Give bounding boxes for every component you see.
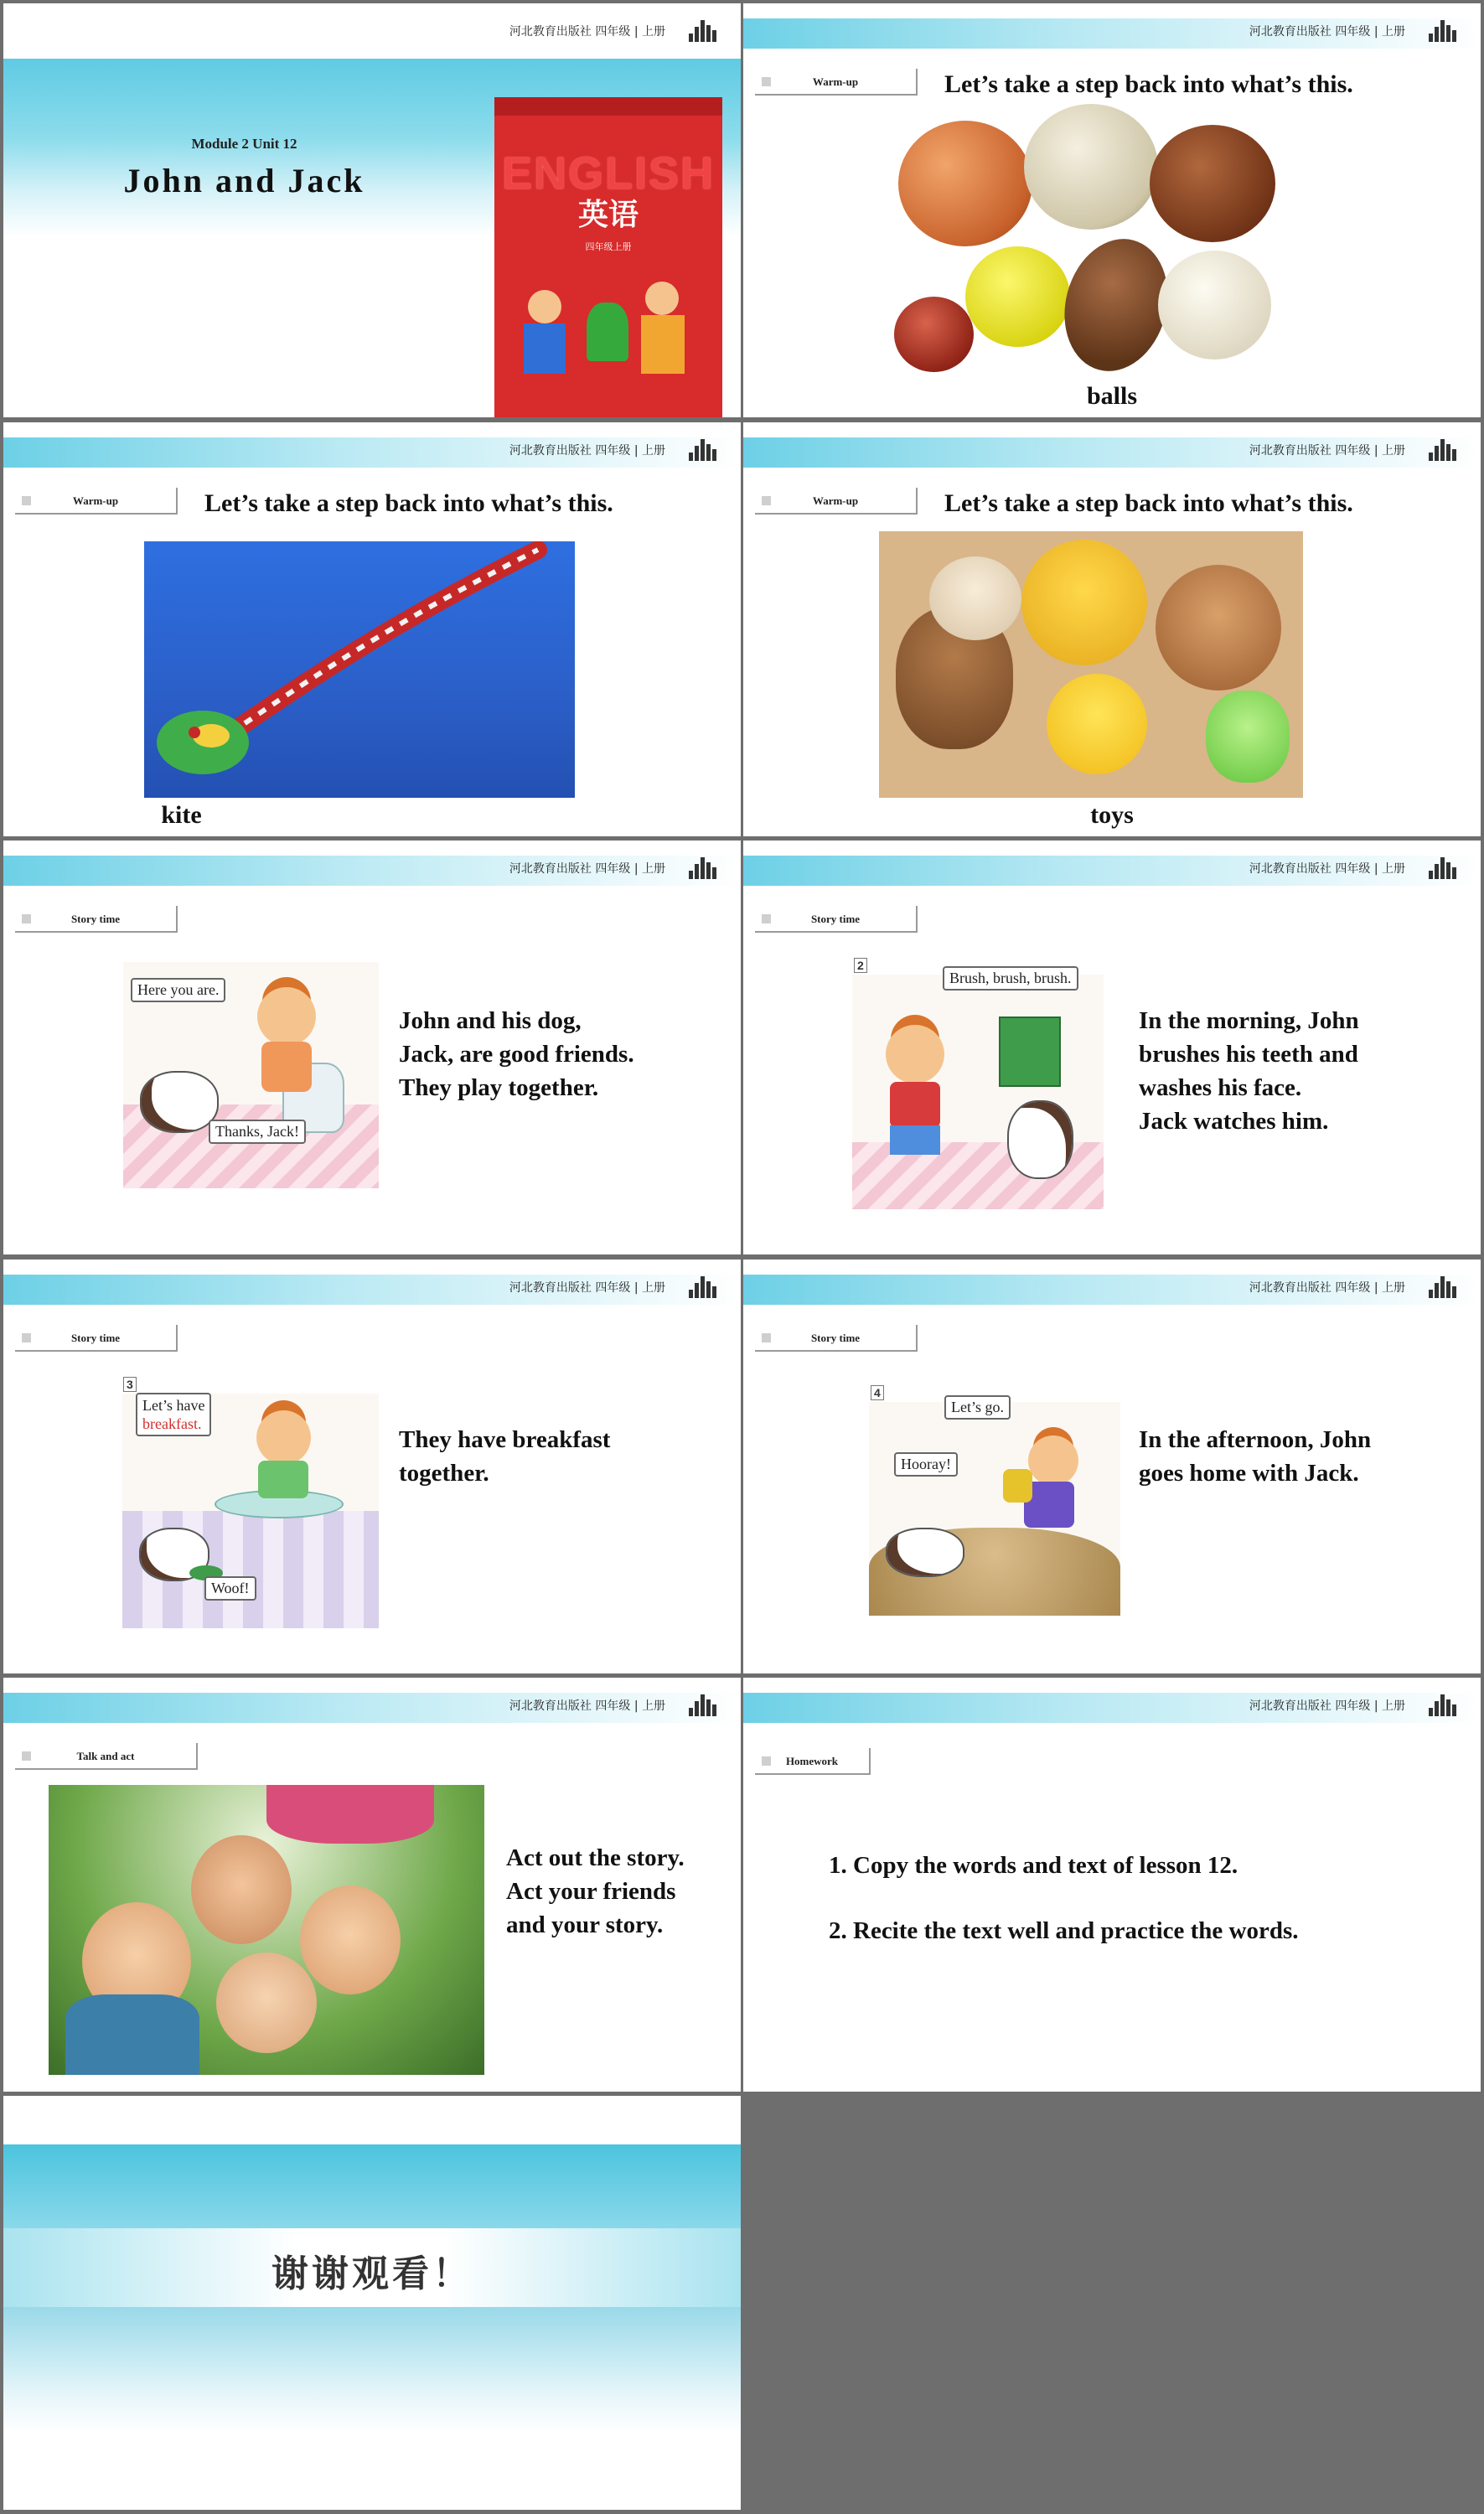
- section-tag: Homework: [755, 1748, 871, 1775]
- boy-john-icon: [1028, 1435, 1078, 1486]
- speech-bubble: Brush, brush, brush.: [943, 966, 1078, 991]
- thanks-text: 谢谢观看！: [271, 2253, 473, 2295]
- publisher-label: 河北教育出版社 四年级 | 上册: [1249, 1281, 1405, 1295]
- slide-thanks[interactable]: [3, 2096, 741, 2510]
- textbook-cover: [494, 97, 722, 417]
- baseball-icon: [1158, 251, 1271, 360]
- speech-bubble: Hooray!: [894, 1452, 958, 1477]
- schoolbag-icon: [1003, 1469, 1032, 1503]
- slide-heading: Let’s take a step back into what’s this.: [204, 489, 613, 517]
- section-tag: Story time: [755, 906, 918, 933]
- publisher-label: 河北教育出版社 四年级 | 上册: [1249, 862, 1405, 876]
- publisher-logo-icon: [1427, 18, 1457, 42]
- dragon-kite-photo: [144, 541, 575, 798]
- cover-chinese-title: 英语: [577, 198, 639, 232]
- cover-top-strip: [494, 97, 722, 116]
- thanks-bottom-band: [3, 2307, 741, 2433]
- image-caption: kite: [161, 801, 202, 829]
- boy-john-icon: [256, 1410, 311, 1465]
- story-text: In the morning, John brushes his teeth and washes his face. Jack watches him.: [1139, 1007, 1359, 1135]
- homework-item: 2. Recite the text well and practice the words.: [829, 1917, 1299, 1944]
- section-tag: Warm-up: [755, 69, 918, 96]
- publisher-logo-icon: [687, 1693, 717, 1716]
- publisher-label: 河北教育出版社 四年级 | 上册: [509, 1281, 665, 1295]
- towel-icon: [999, 1016, 1061, 1087]
- homework-item: 1. Copy the words and text of lesson 12.: [829, 1852, 1238, 1879]
- homework-list: [829, 1852, 1299, 1945]
- publisher-logo-icon: [1427, 1693, 1457, 1716]
- publisher-label: 河北教育出版社 四年级 | 上册: [509, 862, 665, 876]
- cover-brand: ENGLISH: [501, 148, 716, 199]
- kid-face-icon: [191, 1835, 292, 1944]
- boy-john-icon: [257, 987, 316, 1046]
- dog-jack-icon: [886, 1528, 964, 1577]
- boy-shorts: [890, 1125, 940, 1155]
- publisher-logo-icon: [687, 437, 717, 461]
- tennis-ball-icon: [965, 246, 1070, 347]
- frame-number: 4: [871, 1385, 884, 1400]
- section-tag: Warm-up: [755, 488, 918, 515]
- speech-bubble: Thanks, Jack!: [209, 1120, 306, 1144]
- bunny-toy-icon: [1206, 691, 1290, 783]
- publisher-label: 河北教育出版社 四年级 | 上册: [509, 1699, 665, 1713]
- cover-grade: 四年级上册: [585, 241, 632, 252]
- speech-bubble: Here you are.: [131, 978, 225, 1002]
- kid-face-icon: [300, 1886, 401, 1994]
- frame-number: 3: [123, 1377, 137, 1392]
- story-text: In the afternoon, John goes home with Jack.: [1139, 1426, 1372, 1487]
- basketball-icon: [898, 121, 1032, 246]
- kid-face-icon: [216, 1953, 317, 2053]
- frame-number: 2: [854, 958, 867, 973]
- kids-group-photo: [49, 1785, 484, 2075]
- story-illustration-4: [869, 1402, 1120, 1616]
- slide-heading: Let’s take a step back into what’s this.: [944, 70, 1353, 98]
- dog-jack-icon: [1007, 1100, 1073, 1179]
- slide-story-2[interactable]: [743, 841, 1481, 1254]
- story-text: John and his dog, Jack, are good friends. They play together.: [399, 1007, 634, 1101]
- balls-photo: [894, 104, 1288, 372]
- slide-warmup-toys[interactable]: [743, 422, 1481, 836]
- image-caption: toys: [1090, 801, 1134, 829]
- slide-story-1[interactable]: [3, 841, 741, 1254]
- publisher-logo-icon: [687, 18, 717, 42]
- slide-warmup-balls[interactable]: [743, 3, 1481, 417]
- story-illustration-2: [852, 975, 1104, 1209]
- leather-ball-icon: [1150, 125, 1275, 242]
- duck-toy-icon: [1047, 674, 1147, 774]
- slide-homework[interactable]: [743, 1678, 1481, 2092]
- publisher-label: 河北教育出版社 四年级 | 上册: [1249, 25, 1405, 39]
- boy-body: [261, 1042, 312, 1092]
- publisher-label: 河北教育出版社 四年级 | 上册: [509, 444, 665, 458]
- boy-body: [890, 1082, 940, 1128]
- slide-heading: Let’s take a step back into what’s this.: [944, 489, 1353, 517]
- lesson-title: John and Jack: [123, 162, 365, 199]
- speech-bubble: Let’s go.: [944, 1395, 1011, 1420]
- speech-bubble: Woof!: [204, 1576, 256, 1601]
- dragon-kite-icon: [144, 541, 575, 798]
- publisher-label: 河北教育出版社 四年级 | 上册: [509, 25, 665, 39]
- slide-story-4[interactable]: [743, 1260, 1481, 1673]
- boy-body: [258, 1461, 308, 1498]
- plush-dog-icon: [929, 556, 1021, 640]
- story-text: Act out the story. Act your friends and your story.: [506, 1844, 685, 1938]
- publisher-logo-icon: [1427, 856, 1457, 879]
- story-text: They have breakfast together.: [399, 1426, 611, 1487]
- cricket-ball-icon: [894, 297, 974, 372]
- slide-story-3[interactable]: [3, 1260, 741, 1673]
- publisher-logo-icon: [1427, 1275, 1457, 1298]
- soccer-ball-icon: [1024, 104, 1158, 230]
- section-tag: Story time: [15, 906, 178, 933]
- pink-shirt: [266, 1785, 434, 1844]
- pooh-bear-icon: [1021, 540, 1147, 665]
- publisher-label: 河北教育出版社 四年级 | 上册: [1249, 1699, 1405, 1713]
- publisher-logo-icon: [687, 856, 717, 879]
- image-caption: balls: [1086, 382, 1138, 410]
- dog-jack-icon: [140, 1071, 219, 1133]
- section-tag: Story time: [15, 1325, 178, 1352]
- unit-label: Module 2 Unit 12: [191, 136, 297, 152]
- publisher-logo-icon: [1427, 437, 1457, 461]
- blue-shirt: [65, 1994, 199, 2075]
- section-tag: Story time: [755, 1325, 918, 1352]
- thanks-top-band: [3, 2144, 741, 2228]
- brown-bear-toy-icon: [1156, 565, 1281, 691]
- speech-bubble: Let’s have breakfast.: [136, 1393, 211, 1436]
- slide-talk-and-act[interactable]: [3, 1678, 741, 2092]
- slide-warmup-kite[interactable]: [3, 422, 741, 836]
- section-tag: Warm-up: [15, 488, 178, 515]
- toys-photo: [879, 531, 1303, 798]
- boy-john-icon: [886, 1025, 944, 1084]
- cover-characters-illustration: [503, 265, 714, 391]
- publisher-logo-icon: [687, 1275, 717, 1298]
- section-tag: Talk and act: [15, 1743, 198, 1770]
- publisher-label: 河北教育出版社 四年级 | 上册: [1249, 444, 1405, 458]
- slide-title[interactable]: [3, 3, 741, 417]
